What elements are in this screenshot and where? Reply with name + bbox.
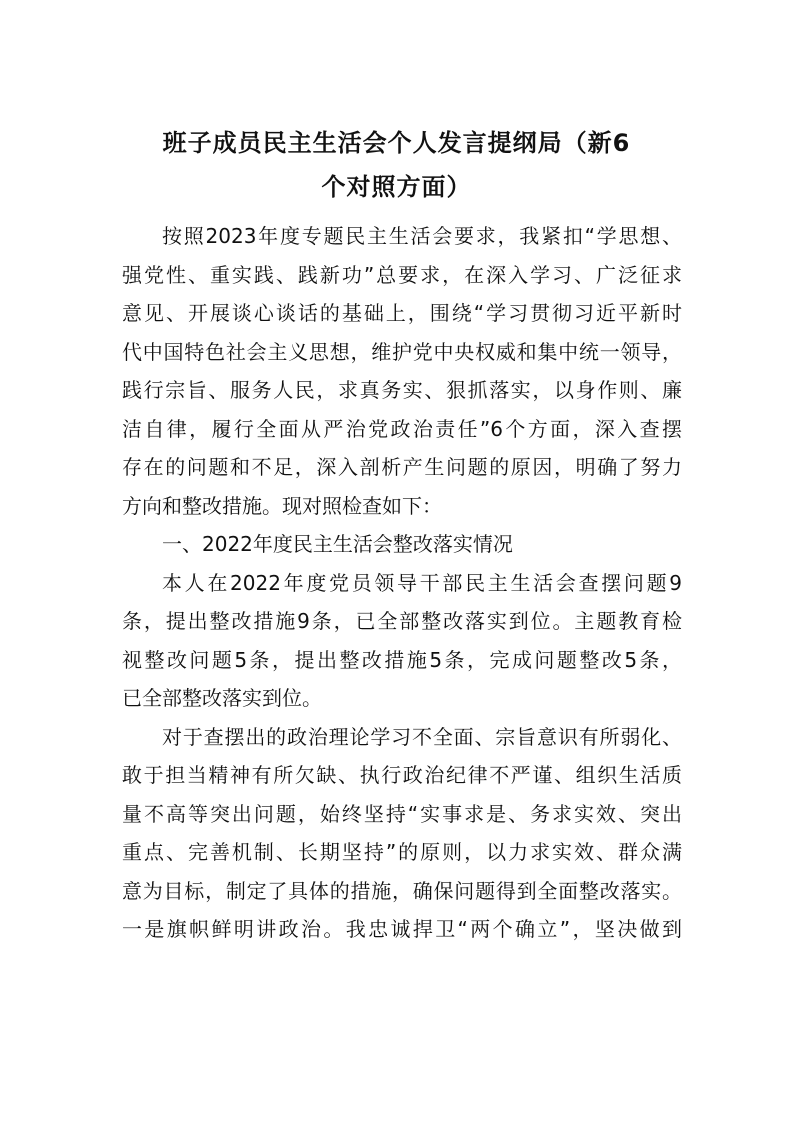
paragraph-line: 量不高等突出问题，始终坚持“实事求是、务求实效、突出 [122,801,682,826]
paragraph-line: 意为目标，制定了具体的措施，确保问题得到全面整改落实。 [122,878,682,903]
paragraph-line: 已全部整改落实到位。 [122,686,322,710]
paragraph-line: 强党性、重实践、践新功”总要求，在深入学习、广泛征求 [122,262,682,287]
paragraph-line: 重点、完善机制、长期坚持”的原则，以力求实效、群众满 [122,840,682,864]
document-body [122,217,682,949]
paragraph-line: 视整改问题5条，提出整改措施5条，完成问题整改5条， [122,647,682,672]
paragraph-line: 一是旗帜鲜明讲政治。我忠诚捍卫“两个确立”，坚决做到 [122,917,682,941]
paragraph-line: 本人在2022年度党员领导干部民主生活会查摆问题9 [162,570,682,595]
paragraph-line: 践行宗旨、服务人民，求真务实、狠抓落实，以身作则、廉 [122,378,682,402]
section-heading: 一、2022年度民主生活会整改落实情况 [162,532,513,556]
paragraph-line: 洁自律，履行全面从严治党政治责任”6个方面，深入查摆 [122,416,682,441]
paragraph-line: 意见、开展谈心谈话的基础上，围绕“学习贯彻习近平新时 [122,301,682,325]
paragraph-line: 存在的问题和不足，深入剖析产生问题的原因，明确了努力 [122,455,682,479]
paragraph-line: 方向和整改措施。现对照检查如下： [122,493,442,518]
paragraph-line: 按照2023年度专题民主生活会要求，我紧扣“学思想、 [162,224,682,248]
document-title-line-1: 班子成员民主生活会个人发言提纲局（新6 [162,129,631,157]
paragraph-line: 对于查摆出的政治理论学习不全面、宗旨意识有所弱化、 [162,724,682,749]
paragraph-line: 条，提出整改措施9条，已全部整改落实到位。主题教育检 [122,609,682,633]
paragraph-line: 敢于担当精神有所欠缺、执行政治纪律不严谨、组织生活质 [122,763,682,787]
paragraph-line: 代中国特色社会主义思想，维护党中央权威和集中统一领导， [122,339,682,364]
document-title-line-2: 个对照方面） [321,173,472,201]
